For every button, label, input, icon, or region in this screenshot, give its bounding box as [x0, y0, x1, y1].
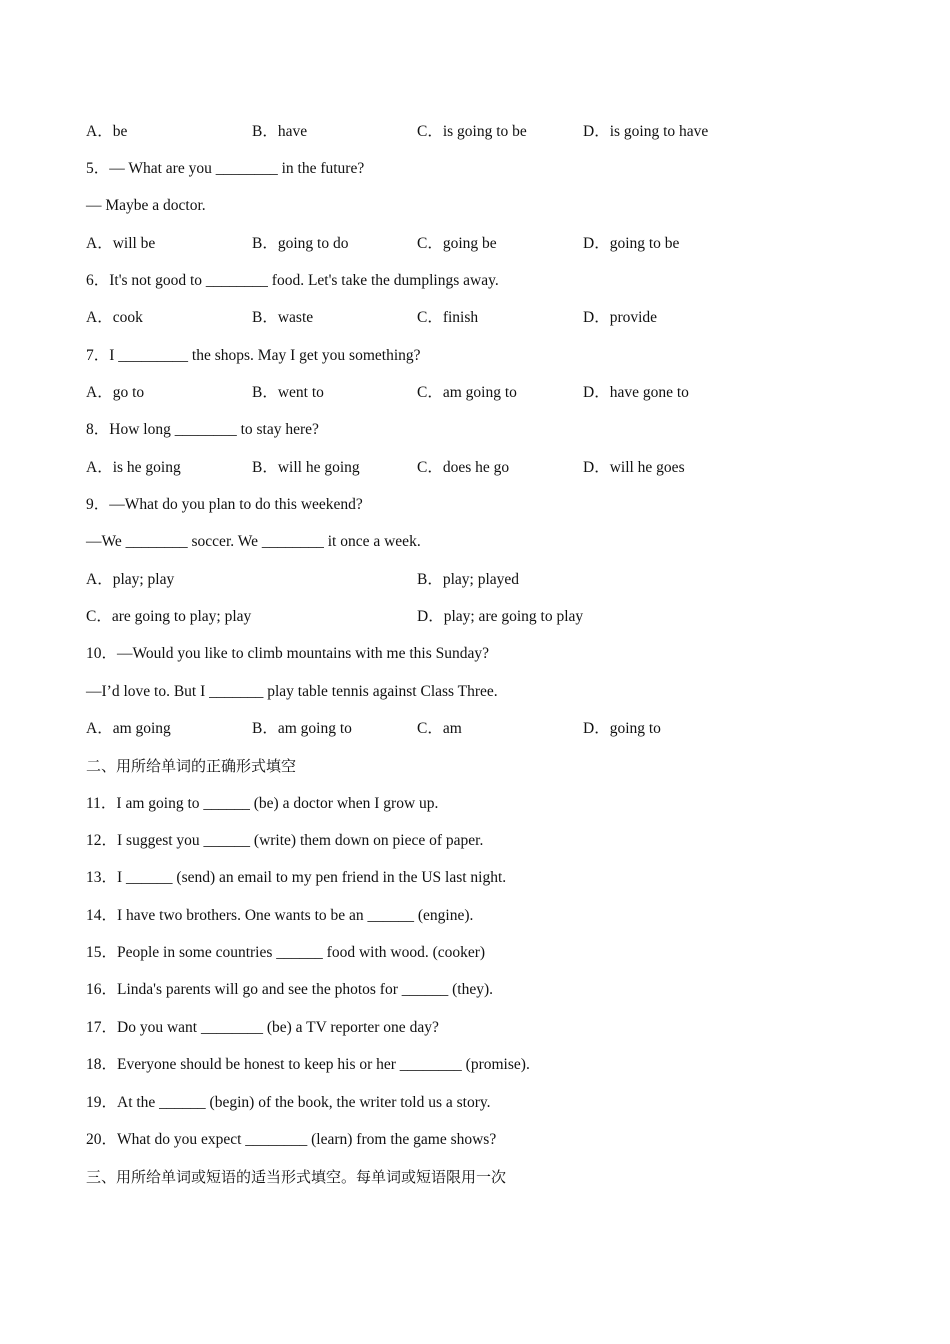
q7-option-d: D．have gone to	[583, 384, 689, 401]
section-2-item: 14．I have two brothers. One wants to be an ______ (engine).	[86, 907, 474, 924]
section-2-item: 16．Linda's parents will go and see the photos for ______ (they).	[86, 981, 494, 998]
q7-option-b: B．went to	[252, 384, 324, 401]
q7-option-a: A．go to	[86, 384, 145, 401]
q4-option-a: A．be	[86, 123, 128, 140]
section-2-item: 18．Everyone should be honest to keep his or her ________ (promise).	[86, 1056, 530, 1073]
section-3-title: 三、用所给单词或短语的适当形式填空。每单词或短语限用一次	[86, 1168, 507, 1186]
q5-response: — Maybe a doctor.	[86, 197, 206, 214]
q9-option-d: D．play; are going to play	[417, 608, 584, 625]
q7-option-c: C．am going to	[417, 384, 517, 401]
q9-option-b: B．play; played	[417, 571, 520, 588]
q6-option-c: C．finish	[417, 309, 479, 326]
section-2-item: 19．At the ______ (begin) of the book, the writer told us a story.	[86, 1094, 491, 1111]
section-2-item: 20．What do you expect ________ (learn) from the game shows?	[86, 1131, 497, 1148]
q6-option-a: A．cook	[86, 309, 143, 326]
q10-option-b: B．am going to	[252, 720, 352, 737]
q4-option-d: D．is going to have	[583, 123, 709, 140]
q8-option-c: C．does he go	[417, 459, 510, 476]
q6-question: 6．It's not good to ________ food. Let's take the dumplings away.	[86, 272, 499, 289]
section-2-item: 12．I suggest you ______ (write) them down on piece of paper.	[86, 832, 484, 849]
q5-question: 5．— What are you ________ in the future?	[86, 160, 365, 177]
q10-option-c: C．am	[417, 720, 462, 737]
q4-option-b: B．have	[252, 123, 308, 140]
q9-option-a: A．play; play	[86, 571, 175, 588]
q10-option-d: D．going to	[583, 720, 661, 737]
q5-option-c: C．going be	[417, 235, 497, 252]
q10-option-a: A．am going	[86, 720, 171, 737]
q8-option-b: B．will he going	[252, 459, 360, 476]
q8-question: 8．How long ________ to stay here?	[86, 421, 319, 438]
q8-option-a: A．is he going	[86, 459, 181, 476]
q9-option-c: C．are going to play; play	[86, 608, 252, 625]
q5-option-d: D．going to be	[583, 235, 680, 252]
q5-option-a: A．will be	[86, 235, 156, 252]
q7-question: 7．I _________ the shops. May I get you something?	[86, 347, 421, 364]
q6-option-b: B．waste	[252, 309, 314, 326]
q6-option-d: D．provide	[583, 309, 658, 326]
q8-option-d: D．will he goes	[583, 459, 685, 476]
section-2-title: 二、用所给单词的正确形式填空	[86, 757, 297, 775]
section-2-item: 17．Do you want ________ (be) a TV reporter one day?	[86, 1019, 439, 1036]
q9-response: —We ________ soccer. We ________ it once a week.	[86, 533, 421, 550]
section-2-item: 15．People in some countries ______ food with wood. (cooker)	[86, 944, 486, 961]
q5-option-b: B．going to do	[252, 235, 349, 252]
section-2-item: 11．I am going to ______ (be) a doctor when I grow up.	[86, 795, 439, 812]
q10-question: 10．—Would you like to climb mountains with me this Sunday?	[86, 645, 490, 662]
q9-question: 9．—What do you plan to do this weekend?	[86, 496, 363, 513]
q4-option-c: C．is going to be	[417, 123, 527, 140]
q10-response: —I’d love to. But I _______ play table tennis against Class Three.	[86, 683, 498, 700]
section-2-item: 13．I ______ (send) an email to my pen friend in the US last night.	[86, 869, 507, 886]
